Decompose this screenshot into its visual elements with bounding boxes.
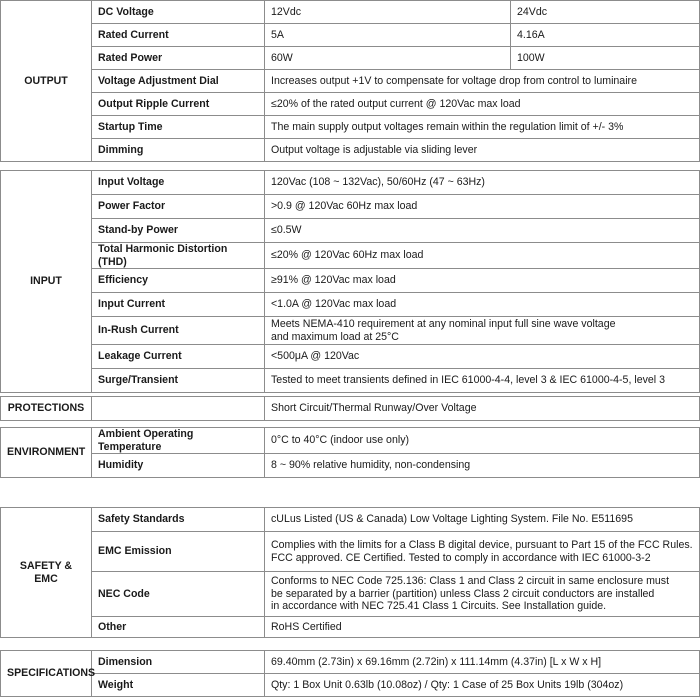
- row-value: [265, 317, 700, 345]
- value-line: FCC approved. CE Certified. Tested to comply in accordance with IEC 61000-3-2: [271, 551, 651, 564]
- value-line: in accordance with NEC 725.41 Class 1 Circuits. See Installation guide.: [271, 600, 607, 613]
- table-row: [1, 243, 700, 269]
- table-row: [1, 219, 700, 243]
- row-label: EMC Emission: [92, 532, 265, 572]
- row-label: Humidity: [92, 454, 265, 478]
- row-value: Qty: 1 Box Unit 0.63lb (10.08oz) / Qty: 1 Case of 25 Box Units 19lb (304oz): [265, 674, 700, 697]
- row-label: Startup Time: [92, 116, 265, 139]
- section-protections: PROTECTIONS: [1, 397, 92, 421]
- value-line: Conforms to NEC Code 725.136: Class 1 and Class 2 circuit in same enclosure must: [271, 575, 670, 588]
- row-label: In-Rush Current: [92, 317, 265, 345]
- row-label-empty: [92, 397, 265, 421]
- table-row: [1, 293, 700, 317]
- table-row: [1, 24, 700, 47]
- table-row: [1, 674, 700, 697]
- table-row: [1, 617, 700, 638]
- table-row: [1, 93, 700, 116]
- table-row: [1, 651, 700, 674]
- row-value: Increases output +1V to compensate for voltage drop from control to luminaire: [265, 70, 700, 93]
- input-table: [0, 170, 700, 393]
- value-line: be separated by a barrier (partition) unless Class 2 circuit conductors are installed: [271, 587, 655, 600]
- row-label: Leakage Current: [92, 345, 265, 369]
- table-row: [1, 572, 700, 617]
- row-value: The main supply output voltages remain within the regulation limit of +/- 3%: [265, 116, 700, 139]
- safety-table: [0, 507, 700, 638]
- section-input: INPUT: [1, 171, 92, 393]
- row-value-24v: 4.16A: [511, 24, 700, 47]
- row-value: RoHS Certified: [265, 617, 700, 638]
- table-row: [1, 369, 700, 393]
- row-label: Input Current: [92, 293, 265, 317]
- row-value-24v: 24Vdc: [511, 1, 700, 24]
- table-row: [1, 428, 700, 454]
- row-value: <500μA @ 120Vac: [265, 345, 700, 369]
- table-row: [1, 195, 700, 219]
- table-row: [1, 116, 700, 139]
- row-value: ≤20% @ 120Vac 60Hz max load: [265, 243, 700, 269]
- row-value: [265, 532, 700, 572]
- row-value: <1.0A @ 120Vac max load: [265, 293, 700, 317]
- row-value: Output voltage is adjustable via sliding lever: [265, 139, 700, 162]
- table-row: [1, 269, 700, 293]
- row-value: ≤20% of the rated output current @ 120Vac max load: [265, 93, 700, 116]
- table-row: [1, 139, 700, 162]
- row-value: Short Circuit/Thermal Runway/Over Voltage: [265, 397, 700, 421]
- section-environment: ENVIRONMENT: [1, 428, 92, 478]
- row-value: >0.9 @ 120Vac 60Hz max load: [265, 195, 700, 219]
- table-row: [1, 47, 700, 70]
- row-label: Ambient Operating Temperature: [92, 428, 265, 454]
- row-value: ≤0.5W: [265, 219, 700, 243]
- row-label: Rated Power: [92, 47, 265, 70]
- table-row: [1, 1, 700, 24]
- section-output: OUTPUT: [1, 1, 92, 162]
- table-row: [1, 532, 700, 572]
- row-label: Stand-by Power: [92, 219, 265, 243]
- table-row: [1, 454, 700, 478]
- protections-table: [0, 396, 700, 421]
- row-value: ≥91% @ 120Vac max load: [265, 269, 700, 293]
- section-specifications: SPECIFICATIONS: [1, 651, 92, 697]
- table-row: [1, 317, 700, 345]
- row-label: Total Harmonic Distortion (THD): [92, 243, 265, 269]
- row-value: [265, 572, 700, 617]
- row-value: Tested to meet transients defined in IEC 61000-4-4, level 3 & IEC 61000-4-5, level 3: [265, 369, 700, 393]
- value-line: Complies with the limits for a Class B digital device, pursuant to Part 15 of the FCC Rules.: [271, 539, 693, 551]
- row-label: Weight: [92, 674, 265, 697]
- table-row: [1, 508, 700, 532]
- table-row: [1, 345, 700, 369]
- row-value-12v: 5A: [265, 24, 511, 47]
- table-row: [1, 397, 700, 421]
- row-label: Input Voltage: [92, 171, 265, 195]
- environment-table: [0, 427, 700, 478]
- table-row: [1, 70, 700, 93]
- row-label: Surge/Transient: [92, 369, 265, 393]
- output-table: [0, 0, 700, 162]
- row-label: Efficiency: [92, 269, 265, 293]
- row-label: Rated Current: [92, 24, 265, 47]
- section-safety-emc: SAFETY & EMC: [1, 508, 92, 638]
- row-value: 120Vac (108 ~ 132Vac), 50/60Hz (47 ~ 63Hz): [265, 171, 700, 195]
- row-label: Voltage Adjustment Dial: [92, 70, 265, 93]
- row-label: Other: [92, 617, 265, 638]
- row-value-12v: 12Vdc: [265, 1, 511, 24]
- row-label: NEC Code: [92, 572, 265, 617]
- row-value: 0°C to 40°C (indoor use only): [265, 428, 700, 454]
- value-line: and maximum load at 25°C: [271, 330, 399, 343]
- specifications-table: [0, 650, 700, 697]
- row-label: DC Voltage: [92, 1, 265, 24]
- table-row: [1, 171, 700, 195]
- row-label: Dimension: [92, 651, 265, 674]
- row-label: Dimming: [92, 139, 265, 162]
- row-value-12v: 60W: [265, 47, 511, 70]
- row-label: Power Factor: [92, 195, 265, 219]
- value-line: Meets NEMA-410 requirement at any nominal input full sine wave voltage: [271, 318, 616, 330]
- row-value: 8 ~ 90% relative humidity, non-condensing: [265, 454, 700, 478]
- row-value: 69.40mm (2.73in) x 69.16mm (2.72in) x 111.14mm (4.37in) [L x W x H]: [265, 651, 700, 674]
- row-value-24v: 100W: [511, 47, 700, 70]
- row-value: cULus Listed (US & Canada) Low Voltage Lighting System. File No. E511695: [265, 508, 700, 532]
- row-label: Safety Standards: [92, 508, 265, 532]
- row-label: Output Ripple Current: [92, 93, 265, 116]
